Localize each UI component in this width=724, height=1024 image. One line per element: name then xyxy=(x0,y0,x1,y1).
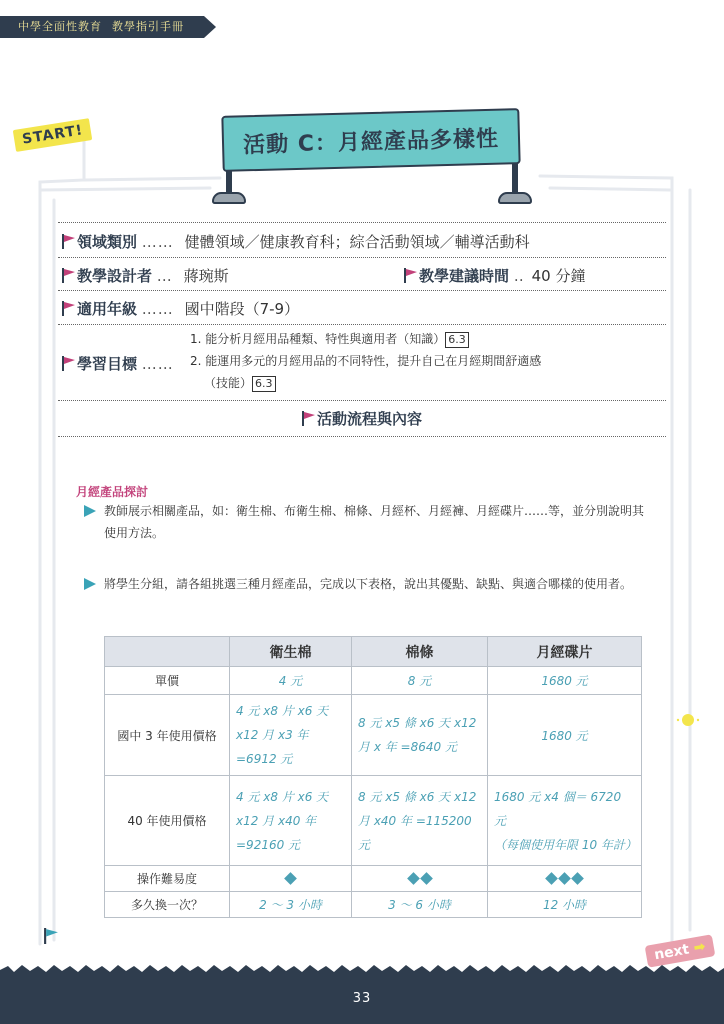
designer-leader: … xyxy=(156,267,173,285)
table-row xyxy=(105,695,642,776)
diamond-icon xyxy=(545,872,558,885)
table-cell: 12 小時 xyxy=(488,892,642,918)
activity-title: 活動 C：月經產品多樣性 xyxy=(242,126,500,158)
designer-value: 蔣琬斯 xyxy=(183,267,229,285)
goal-2-tag: 6.3 xyxy=(252,376,276,392)
table-cell: 8 元 xyxy=(352,667,488,695)
subhead: 月經產品探討 xyxy=(76,485,149,499)
process-heading-text: 活動流程與內容 xyxy=(316,410,422,428)
time-value: 40 分鐘 xyxy=(531,267,586,285)
process-heading xyxy=(0,408,724,429)
diamond-icon xyxy=(571,872,584,885)
designer-label: 教學設計者 xyxy=(77,267,153,285)
grade-row xyxy=(62,298,662,319)
table-header-cell: 衛生棉 xyxy=(230,637,352,667)
diamond-icon xyxy=(407,872,420,885)
divider xyxy=(58,400,666,401)
bullet-1-text: 教師展示相關產品，如：衛生棉、布衛生棉、棉條、月經杯、月經褲、月經碟片……等，並分別說明其使用方法。 xyxy=(104,504,645,540)
domain-value: 健體領域／健康教育科；綜合活動領域／輔導活動科 xyxy=(184,233,530,251)
row-header: 單價 xyxy=(105,667,230,695)
table-cell: 8 元 x5 條 x6 天 x12 月 x40 年 =115200 元 xyxy=(352,776,488,866)
table-cell: 1680 元 xyxy=(488,695,642,776)
row-header: 操作難易度 xyxy=(105,866,230,892)
flag-icon xyxy=(62,356,75,371)
goal-item-2b xyxy=(190,372,541,394)
footer xyxy=(0,974,724,1024)
triangle-bullet-icon xyxy=(84,578,96,590)
diamond-icon xyxy=(284,872,297,885)
bullet-2-text: 將學生分組，請各組挑選三種月經產品，完成以下表格，說出其優點、缺點、與適合哪樣的使用者。 xyxy=(104,577,633,591)
goal-label: 學習目標 xyxy=(77,355,138,373)
table-row xyxy=(105,667,642,695)
header-title-part2: 教學指引手冊 xyxy=(112,20,184,33)
table-header-cell: 月經碟片 xyxy=(488,637,642,667)
table-cell: 4 元 x8 片 x6 天 x12 月 x40 年 =92160 元 xyxy=(230,776,352,866)
domain-leader: …… xyxy=(141,233,174,251)
bullet-2 xyxy=(84,573,644,595)
flag-icon xyxy=(62,268,75,283)
next-label: next xyxy=(653,941,691,964)
divider xyxy=(58,290,666,291)
table-cell: 3 ～ 6 小時 xyxy=(352,892,488,918)
banner-base-left xyxy=(212,192,246,204)
grass-decoration xyxy=(0,941,724,976)
time-leader: ‥ xyxy=(513,267,525,285)
goal-leader: …… xyxy=(141,355,174,373)
table-row xyxy=(105,866,642,892)
product-comparison-table xyxy=(104,636,642,918)
header-title-part1: 中學全面性教育 xyxy=(18,20,102,33)
table-cell: 1680 元 xyxy=(488,667,642,695)
time-group xyxy=(404,265,585,286)
difficulty-cell xyxy=(352,866,488,892)
goal-2b-text: （技能） xyxy=(204,376,253,390)
table-cell: 2 ～ 3 小時 xyxy=(230,892,352,918)
page-number: 33 xyxy=(352,991,372,1006)
divider xyxy=(58,257,666,258)
grade-leader: …… xyxy=(141,300,174,318)
table-cell: 4 元 x8 片 x6 天 x12 月 x3 年 =6912 元 xyxy=(230,695,352,776)
table-row xyxy=(105,892,642,918)
divider xyxy=(58,436,666,437)
row-header: 國中 3 年使用價格 xyxy=(105,695,230,776)
diamond-icon xyxy=(558,872,571,885)
goal-1-text: 1. 能分析月經用品種類、特性與適用者（知識） xyxy=(190,332,446,346)
flag-icon xyxy=(302,411,315,426)
divider xyxy=(58,222,666,223)
triangle-bullet-icon xyxy=(84,505,96,517)
bullet-1 xyxy=(84,500,644,544)
difficulty-cell xyxy=(230,866,352,892)
flag-icon xyxy=(62,301,75,316)
sun-icon xyxy=(676,708,700,732)
table-cell: 4 元 xyxy=(230,667,352,695)
start-badge: START! xyxy=(13,118,93,152)
diamond-icon xyxy=(420,872,433,885)
banner-base-right xyxy=(498,192,532,204)
goal-list xyxy=(190,328,541,394)
arrow-right-icon: ➡ xyxy=(692,938,707,957)
header-tab xyxy=(0,16,204,38)
activity-title-banner xyxy=(221,108,520,172)
grade-label: 適用年級 xyxy=(77,300,138,318)
cell-note: （每個使用年限 10 年計） xyxy=(494,837,637,852)
cell-main: 1680 元 x4 個＝ 6720 元 xyxy=(494,789,622,828)
goal-1-tag: 6.3 xyxy=(445,332,469,348)
domain-row xyxy=(62,231,662,252)
row-header: 多久換一次？ xyxy=(105,892,230,918)
difficulty-cell xyxy=(488,866,642,892)
time-label: 教學建議時間 xyxy=(419,267,510,285)
designer-row xyxy=(62,265,662,286)
flag-icon xyxy=(44,928,58,944)
table-cell: 8 元 x5 條 x6 天 x12 月 x 年 =8640 元 xyxy=(352,695,488,776)
table-cell xyxy=(488,776,642,866)
flag-icon xyxy=(404,268,417,283)
table-header-row xyxy=(105,637,642,667)
grade-value: 國中階段（7-9） xyxy=(184,300,300,318)
domain-label: 領域類別 xyxy=(77,233,138,251)
table-header-cell: 棉條 xyxy=(352,637,488,667)
goal-item-2: 2. 能運用多元的月經用品的不同特性，提升自己在月經期間舒適感 xyxy=(190,354,542,368)
goal-item-1 xyxy=(190,328,541,350)
table-row xyxy=(105,776,642,866)
flag-icon xyxy=(62,234,75,249)
row-header: 40 年使用價格 xyxy=(105,776,230,866)
divider xyxy=(58,324,666,325)
table-header-cell xyxy=(105,637,230,667)
